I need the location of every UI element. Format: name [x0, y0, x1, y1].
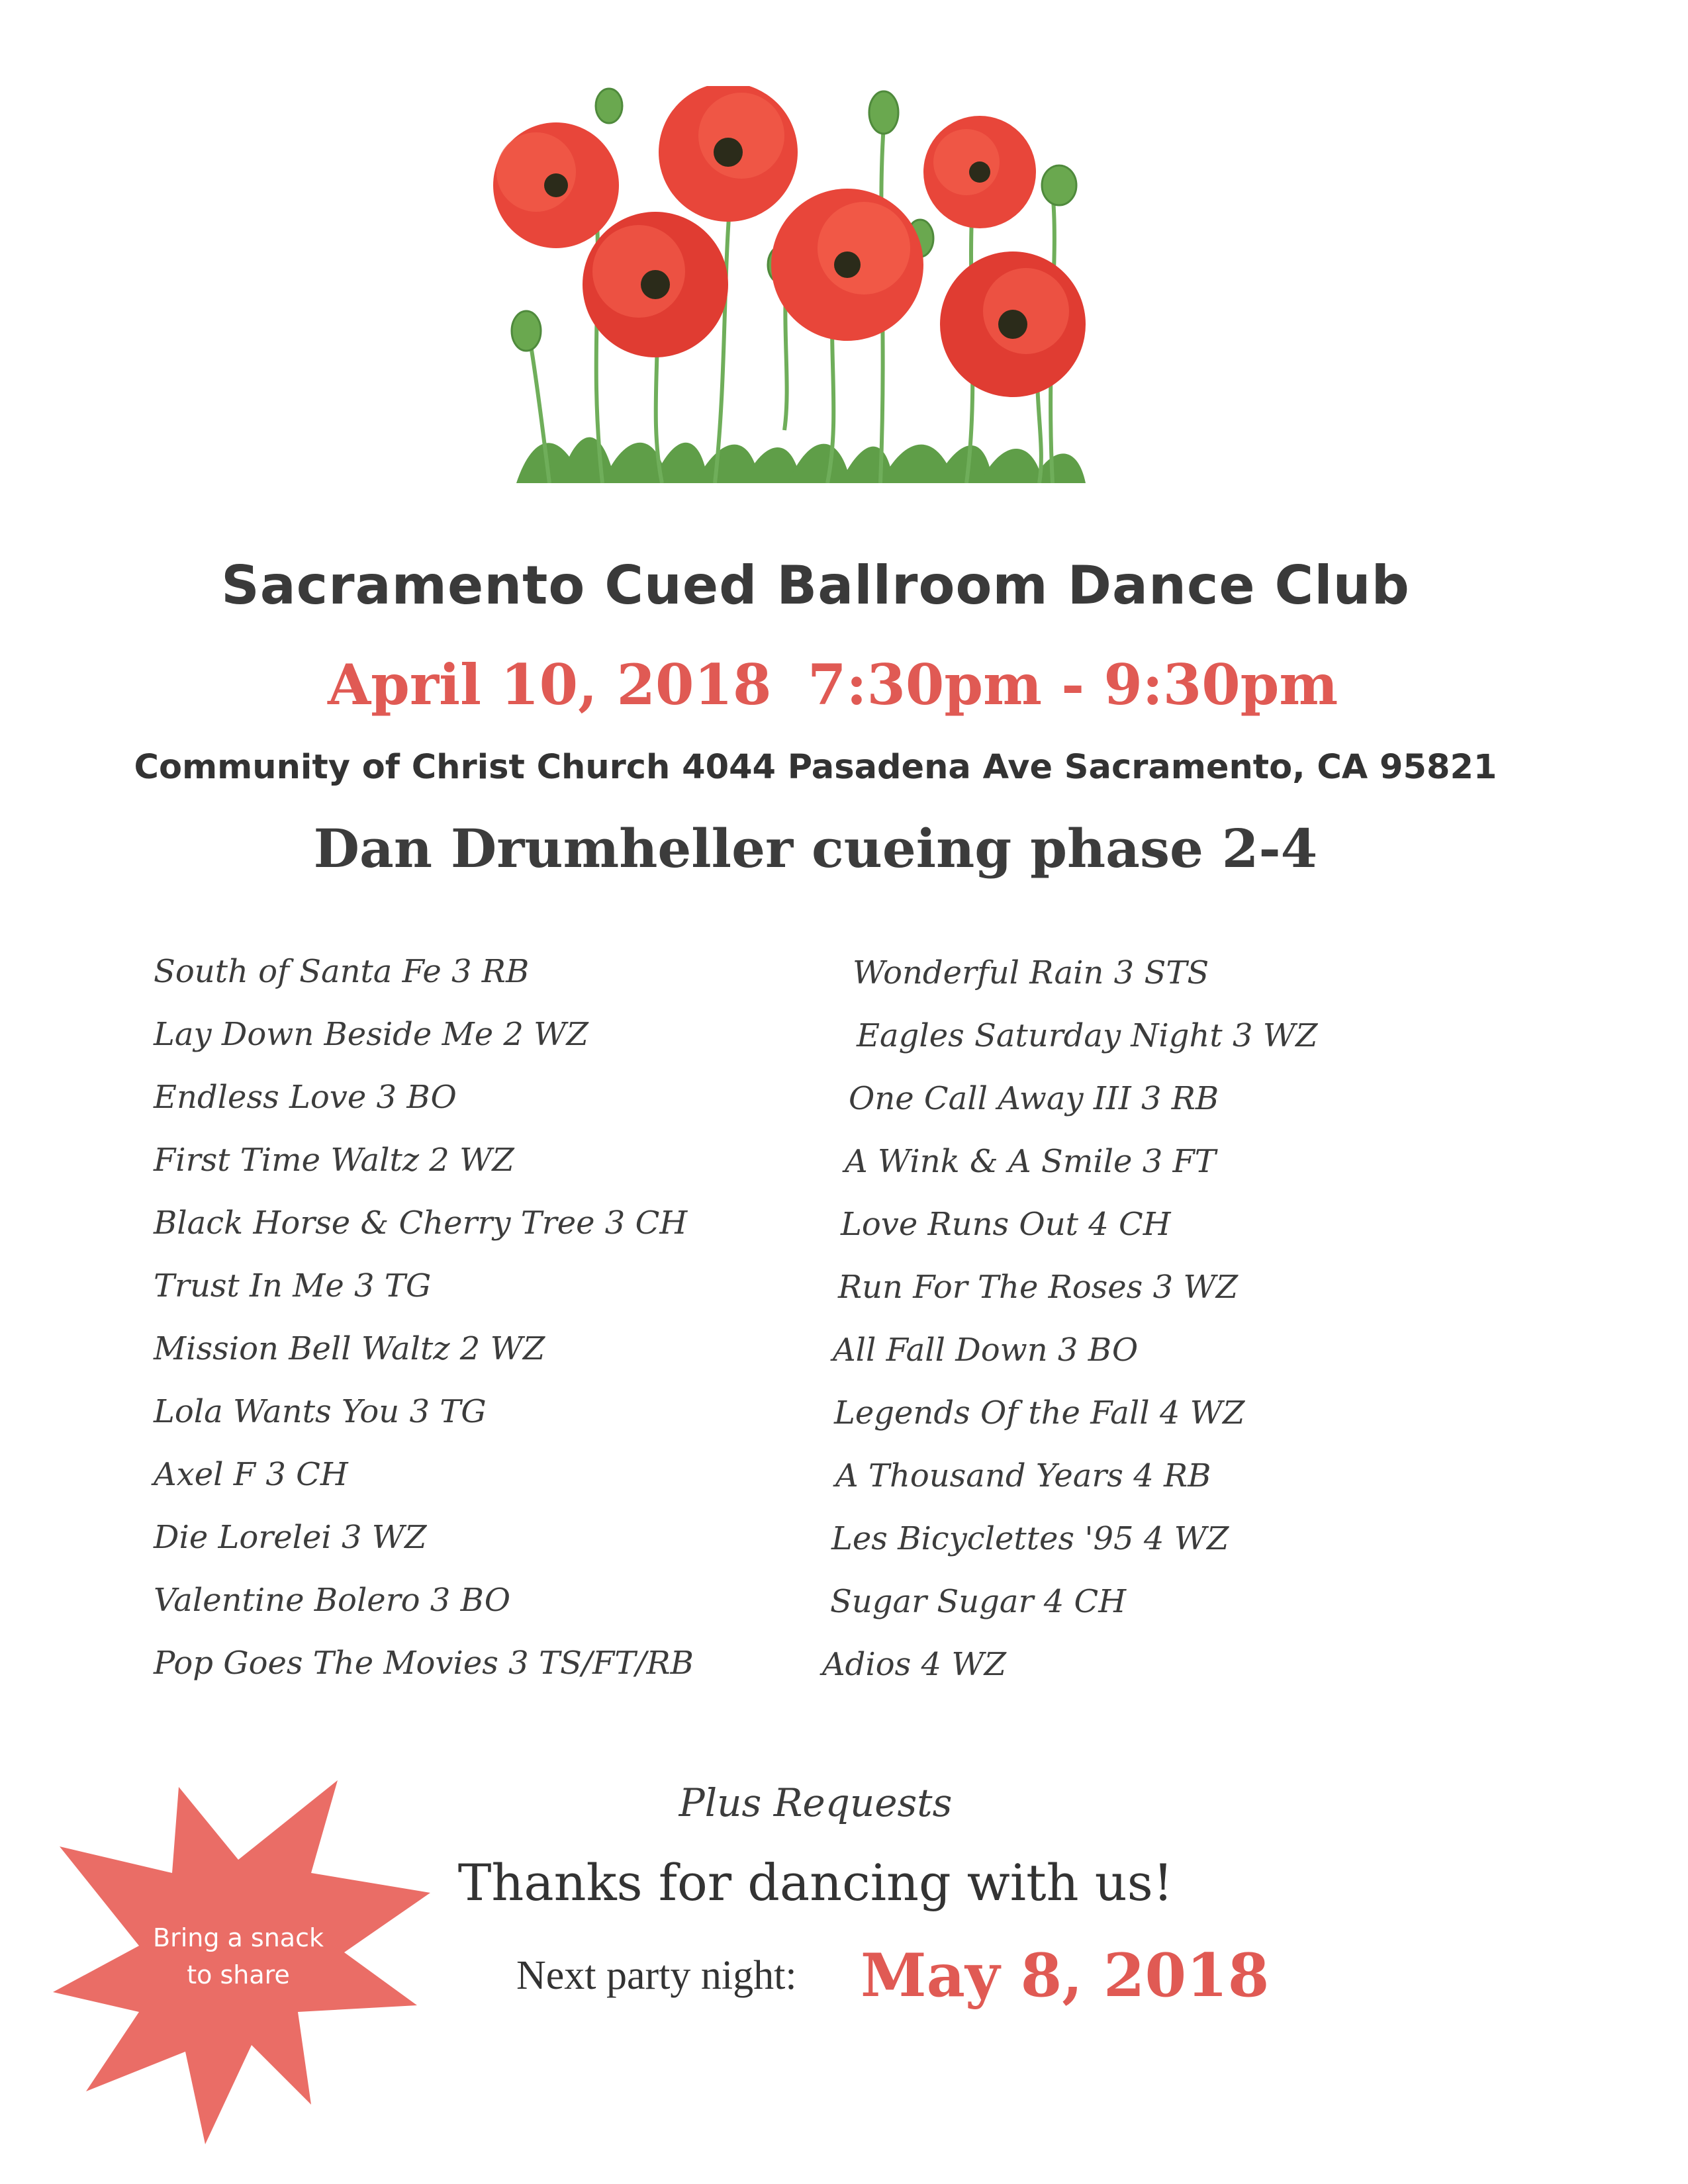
song-item: All Fall Down 3 BO: [833, 1332, 1139, 1369]
song-item: Axel F 3 CH: [154, 1456, 348, 1493]
song-item: Lay Down Beside Me 2 WZ: [154, 1016, 588, 1053]
song-item: Legends Of the Fall 4 WZ: [834, 1394, 1245, 1432]
song-item: Pop Goes The Movies 3 TS/FT/RB: [154, 1645, 694, 1682]
song-item: A Thousand Years 4 RB: [835, 1457, 1211, 1494]
poppies-illustration: [490, 86, 1119, 483]
next-party-date: May 8, 2018: [861, 1940, 1270, 2011]
song-item: Trust In Me 3 TG: [154, 1267, 432, 1304]
song-item: A Wink & A Smile 3 FT: [845, 1143, 1216, 1180]
song-item: Endless Love 3 BO: [154, 1079, 457, 1116]
cuer-line: Dan Drumheller cueing phase 2-4: [313, 817, 1318, 880]
song-item: Les Bicyclettes '95 4 WZ: [831, 1520, 1229, 1557]
song-item: One Call Away III 3 RB: [849, 1080, 1219, 1117]
song-item: Wonderful Rain 3 STS: [853, 954, 1209, 991]
song-item: Mission Bell Waltz 2 WZ: [154, 1330, 545, 1367]
song-item: Black Horse & Cherry Tree 3 CH: [154, 1205, 688, 1242]
thanks-message: Thanks for dancing with us!: [457, 1853, 1174, 1912]
song-item: Die Lorelei 3 WZ: [154, 1519, 427, 1556]
venue-address: Community of Christ Church 4044 Pasadena Ave Sacramento, CA 95821: [134, 748, 1497, 787]
snack-badge-text: [129, 1919, 348, 1993]
plus-requests: Plus Requests: [679, 1780, 953, 1825]
song-item: Run For The Roses 3 WZ: [838, 1269, 1239, 1306]
song-item: South of Santa Fe 3 RB: [154, 953, 530, 990]
event-date: April 10, 2018: [328, 652, 772, 717]
snack-line-2: to share: [187, 1960, 290, 1989]
club-title: Sacramento Cued Ballroom Dance Club: [221, 555, 1410, 616]
song-item: First Time Waltz 2 WZ: [154, 1142, 514, 1179]
snack-line-1: Bring a snack: [153, 1923, 324, 1952]
song-item: Valentine Bolero 3 BO: [154, 1582, 511, 1619]
next-party-label: Next party night:: [516, 1953, 797, 1998]
song-item: Adios 4 WZ: [822, 1646, 1007, 1683]
song-item: Sugar Sugar 4 CH: [830, 1583, 1127, 1620]
song-item: Lola Wants You 3 TG: [154, 1393, 487, 1430]
song-item: Love Runs Out 4 CH: [841, 1206, 1171, 1243]
song-item: Eagles Saturday Night 3 WZ: [857, 1017, 1318, 1054]
event-time: 7:30pm - 9:30pm: [808, 652, 1338, 717]
